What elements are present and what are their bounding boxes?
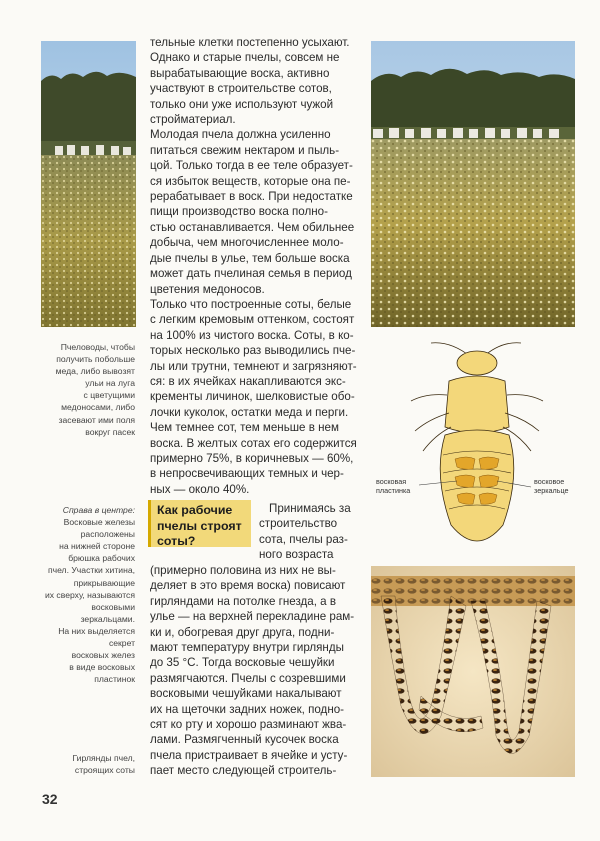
photo-bee-garlands [371,566,575,777]
garland-caption [30,752,135,776]
label-line: пластинка [376,486,411,495]
caption-line: расположены [80,529,135,540]
text-line: лочки куколок, остатки меда и перги. [150,405,349,419]
caption-line: восковых желез [71,650,135,661]
photo-buckwheat-field-right [371,41,575,327]
text-line: Однако и старые пчелы, совсем не [150,51,340,65]
text-line: тельные клетки постепенно усыхают. [150,36,350,49]
text-line: лами. Размягченный кусочек воска [150,733,339,747]
text-line: ки и, обогревая друг друга, подни- [150,625,335,639]
text-line: пищи производство воска полно- [150,205,328,219]
caption-line: пчел. Участки хитина, [47,565,135,576]
label-line: зеркальце [534,486,569,495]
text-line: торых несколько раз выводились пче- [150,344,356,358]
text-line: ся: в их ячейках накапливаются экс- [150,374,346,388]
text-line: рерабатывает в воск. При недостатке [150,190,353,204]
page-number: 32 [42,791,58,807]
text-line: цветения медоносов. [150,282,265,296]
text-line: мают температуру внутри гирлянды [150,641,344,655]
text-line: деляет в это время воска) повисают [150,579,346,593]
text-line: только они уже используют чужой [150,97,334,111]
heading-line: Как рабочие [157,503,233,517]
text-line: участвуют в строительстве сотов, [150,82,332,96]
text-line: размягчаются. Пчелы с созревшими [150,671,346,685]
text-line: пает место следующей строитель- [150,764,337,778]
label-line: восковая [376,477,407,486]
text-line: воска. В желтых сотах его содержится [150,436,357,450]
caption-line: Пчеловоды, чтобы [60,342,135,352]
body-text-bottom [150,563,360,779]
text-line: лы или трутни, темнеют и загрязняют- [150,359,357,373]
bee-wax-gland-diagram [371,335,575,560]
caption-line: получить побольше [56,354,135,365]
caption-line: прикрывающие [73,577,135,588]
text-line: стройматериал. [150,113,236,127]
caption-line: засевают ими поля [58,414,135,425]
text-line: может дать пчелиная семья в период [150,267,352,281]
text-line: Молодая пчела должна усиленно [150,128,331,142]
text-line: дые пчелы в улье, тем больше воска [150,251,350,265]
caption-line: секрет [108,638,135,649]
text-line: примерно 75%, в коричневых — 60%, [150,451,354,465]
text-line: в непросвечивающих темных и чер- [150,467,344,481]
text-line: на 100% из чистого воска. Соты, в ко- [150,328,354,342]
caption-line: зеркальцами. [80,613,135,624]
caption-line: Восковые железы [63,517,135,528]
diagram-caption [22,504,135,685]
caption-line: пластинок [94,674,135,685]
label-wax-plate [376,477,410,495]
caption-line: строящих соты [74,765,135,776]
text-line: цой. Только тогда в ее теле образует- [150,159,353,173]
caption-line: Гирлянды пчел, [72,753,135,763]
text-line: сота, пчелы раз- [259,532,348,546]
caption-line: с цветущими [83,390,135,401]
text-line: Чем темнее сот, тем меньше в нем [150,421,339,435]
caption-line: брюшка рабочих [68,553,135,564]
text-line: ных — около 40%. [150,482,250,496]
text-line: питаться свежим нектаром и пыль- [150,143,340,157]
heading-line: соты? [157,534,196,548]
text-line: (примерно половина из них не вы- [150,564,336,577]
text-line: кременты личинок, шелковистые обо- [150,390,355,404]
text-line: стью останавливается. Чем обильнее [150,220,355,234]
section-heading [148,500,251,547]
left-photo-caption [30,341,135,438]
label-line: восковое [534,477,565,486]
text-line: сят ко рту и хорошо разминают жва- [150,718,347,732]
body-text-wrap [259,501,359,563]
text-line: восковыми чешуйками накалывают [150,687,342,701]
caption-line: вокруг пасек [85,426,135,437]
caption-line: ульи на луга [85,378,135,389]
heading-line: пчелы строят [157,518,242,533]
caption-line: меда, либо вывозят [55,366,135,377]
text-line: гирляндами на потолке гнезда, а в [150,594,337,608]
text-line: строительство [259,517,338,531]
text-line: добыча, чем многочисленнее моло- [150,236,344,250]
caption-line: На них выделяется [58,625,135,636]
text-line: вырабатывающие воска, активно [150,66,330,80]
caption-line: медоносами, либо [61,402,135,413]
caption-line: на нижней стороне [59,541,135,552]
body-text-main [150,35,360,497]
text-line: улье — на верхней перекладине рам- [150,610,355,624]
text-line: с легким кремовым оттенком, состоят [150,313,355,327]
text-line: их на щеточки задних ножек, подно- [150,702,345,716]
label-wax-mirror [534,477,568,495]
text-line: до 35 °С. Тогда восковые чешуйки [150,656,335,670]
text-line: пчела пристраивает в ячейке и усту- [150,748,348,762]
caption-line: их сверху, называются [44,589,135,600]
text-line: Принимаясь за [269,502,351,515]
text-line: Только что построенные соты, белые [150,297,352,311]
photo-apiary-field-left [41,41,136,327]
caption-line: в виде восковых [69,662,135,673]
text-line: ся избыток веществ, которые она пе- [150,174,351,188]
text-line: ного возраста [259,548,334,562]
caption-line: восковыми [91,601,135,612]
diagram-caption-title: Справа в центре: [62,505,135,515]
